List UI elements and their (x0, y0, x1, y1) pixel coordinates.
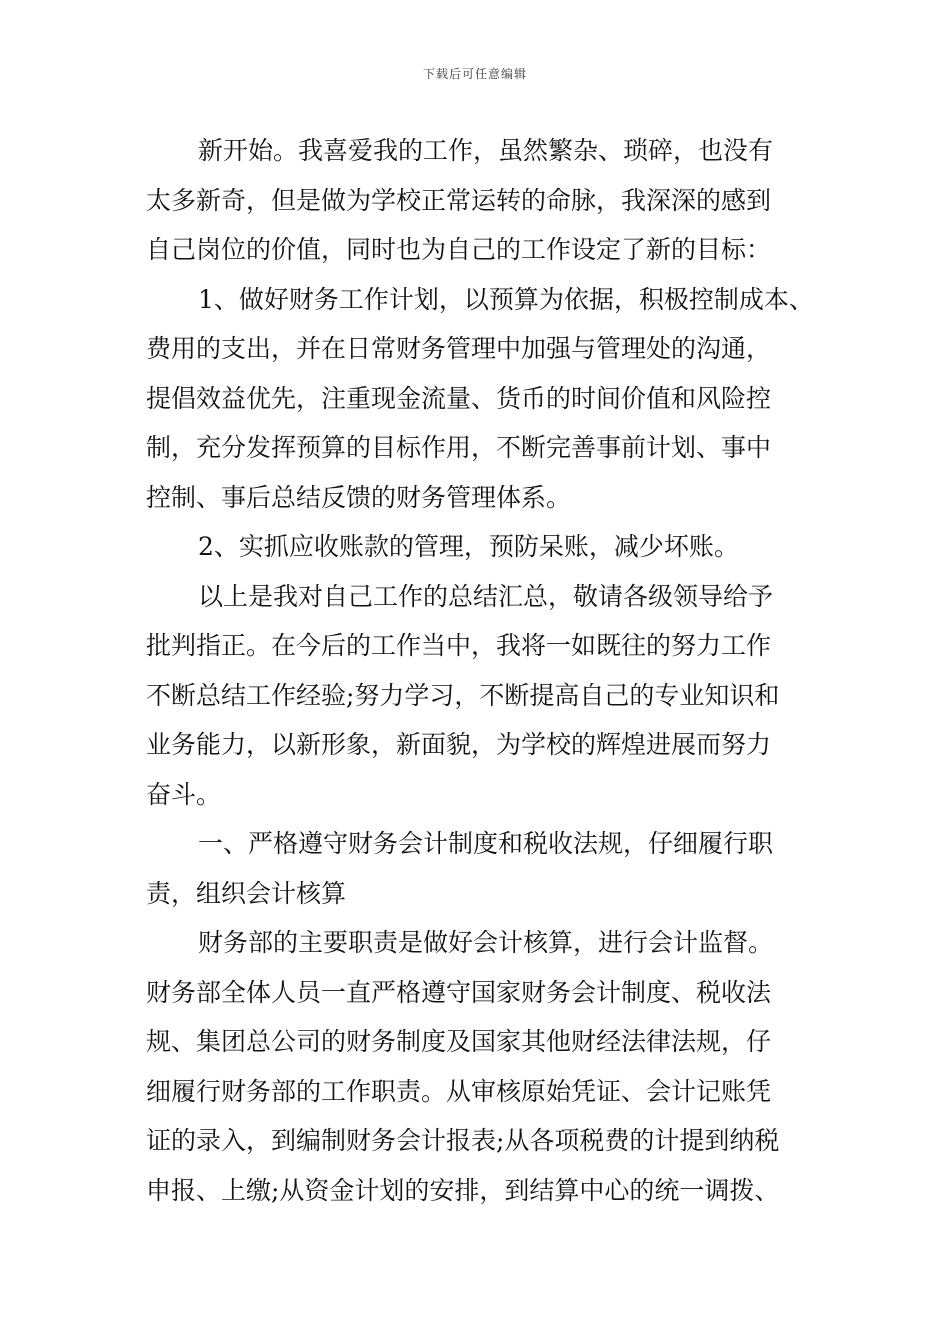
text-line: 太多新奇，但是做为学校正常运转的命脉，我深深的感到 (146, 185, 772, 215)
document-body (146, 126, 814, 1215)
text-line: 不断总结工作经验;努力学习，不断提高自己的专业知识和 (146, 680, 780, 710)
text-line: 1、做好财务工作计划，以预算为依据，积极控制成本、 (198, 284, 814, 314)
text-line: 自己岗位的价值，同时也为自己的工作设定了新的目标： (146, 235, 772, 264)
text-line: 以上是我对自己工作的总结汇总，敬请各级领导给予 (198, 581, 774, 611)
text-line: 财务部全体人员一直严格遵守国家财务会计制度、税收法 (146, 977, 772, 1007)
text-line: 新开始。我喜爱我的工作，虽然繁杂、琐碎，也没有 (198, 136, 774, 165)
text-line: 制，充分发挥预算的目标作用，不断完善事前计划、事中 (146, 433, 772, 462)
text-line: 奋斗。 (146, 779, 222, 809)
text-line: 财务部的主要职责是做好会计核算，进行会计监督。 (198, 928, 774, 957)
text-line: 2、实抓应收账款的管理，预防呆账，减少坏账。 (198, 532, 739, 561)
text-line: 批判指正。在今后的工作当中，我将一如既往的努力工作 (146, 631, 772, 660)
text-line: 控制、事后总结反馈的财务管理体系。 (146, 482, 572, 512)
text-line: 责，组织会计核算 (146, 878, 347, 908)
text-line: 细履行财务部的工作职责。从审核原始凭证、会计记账凭 (146, 1076, 772, 1106)
text-line: 一、严格遵守财务会计制度和税收法规，仔细履行职 (198, 829, 774, 858)
text-line: 费用的支出，并在日常财务管理中加强与管理处的沟通， (146, 334, 772, 363)
text-line: 业务能力，以新形象，新面貌，为学校的辉煌进展而努力 (146, 730, 772, 759)
text-line: 申报、上缴;从资金计划的安排，到结算中心的统一调拨、 (146, 1175, 780, 1205)
text-line: 提倡效益优先，注重现金流量、货币的时间价值和风险控 (146, 383, 772, 413)
text-line: 规、集团总公司的财务制度及国家其他财经法律法规，仔 (146, 1027, 772, 1056)
text-line: 证的录入，到编制财务会计报表;从各项税费的计提到纳税 (146, 1126, 780, 1155)
page-header-note: 下载后可任意编辑 (422, 67, 527, 81)
